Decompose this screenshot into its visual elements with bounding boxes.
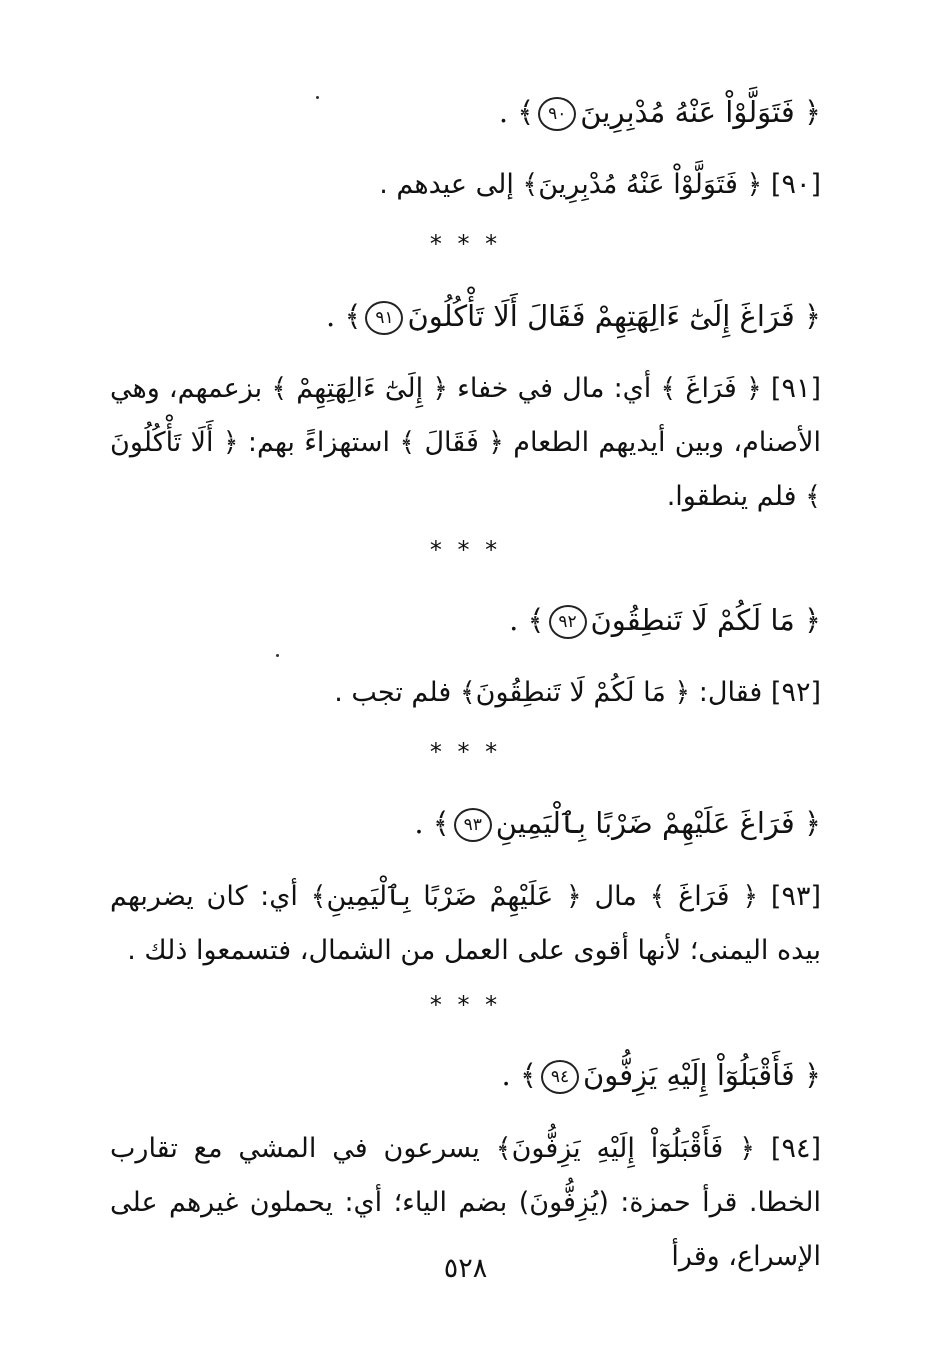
verse-number-marker: ٩١ xyxy=(365,301,403,335)
print-speck xyxy=(276,654,279,657)
page-number: ٥٢٨ xyxy=(443,1253,488,1284)
verse-end: ﴾ . xyxy=(501,1058,537,1092)
verse-number-marker: ٩٢ xyxy=(549,605,587,639)
verse-91 xyxy=(110,296,821,336)
verse-94 xyxy=(110,1055,821,1095)
section-separator: * * * xyxy=(429,230,502,258)
section-separator: * * * xyxy=(429,536,502,564)
verse-text: ﴿ فَتَوَلَّوْاْ عَنْهُ مُدْبِرِينَ xyxy=(580,95,821,129)
verse-end: ﴾ . xyxy=(326,299,362,333)
section-separator: * * * xyxy=(429,738,502,766)
verse-text: ﴿ فَأَقْبَلُوٓاْ إِلَيْهِ يَزِفُّونَ xyxy=(582,1058,821,1092)
verse-end: ﴾ . xyxy=(498,95,535,129)
commentary-91: [٩١] ﴿ فَرَاغَ ﴾ أي: مال في خفاء ﴿ إِلَىٰٓ ءَالِهَتِهِمْ ﴾ بزعمهم، وهي الأصنام، وبين أيديهم الطعام ﴿ فَقَالَ ﴾ استهزاءً بهم: ﴿ أَلَا تَأْكُلُونَ ﴾ فلم ينطقوا. xyxy=(110,373,821,512)
print-speck xyxy=(316,96,319,99)
verse-93 xyxy=(110,803,821,843)
verse-92 xyxy=(110,600,821,640)
verse-number-marker: ٩٣ xyxy=(454,808,492,842)
verse-end: ﴾ . xyxy=(509,603,545,637)
verse-text: ﴿ فَرَاغَ عَلَيْهِمْ ضَرْبًا بِٱلْيَمِينِ xyxy=(495,806,821,840)
commentary-94: [٩٤] ﴿ فَأَقْبَلُوٓاْ إِلَيْهِ يَزِفُّونَ﴾ يسرعون في المشي مع تقارب الخطا. قرأ حمزة: (يُزِفُّونَ) بضم الياء؛ أي: يحملون غيرهم على الإسراع، وقرأ xyxy=(110,1133,821,1272)
commentary-93: [٩٣] ﴿ فَرَاغَ ﴾ مال ﴿ عَلَيْهِمْ ضَرْبًا بِٱلْيَمِينِ﴾ أي: كان يضربهم بيده اليمنى؛ لأنها أقوى على العمل من الشمال، فتسمعوا ذلك . xyxy=(110,881,821,966)
commentary-90: [٩٠] ﴿ فَتَوَلَّوْاْ عَنْهُ مُدْبِرِينَ﴾ إلى عيدهم . xyxy=(379,169,821,200)
commentary-92: [٩٢] فقال: ﴿ مَا لَكُمْ لَا تَنطِقُونَ﴾ فلم تجب . xyxy=(334,677,821,708)
verse-text: ﴿ مَا لَكُمْ لَا تَنطِقُونَ xyxy=(590,603,821,637)
verse-number-marker: ٩٤ xyxy=(541,1060,579,1094)
verse-end: ﴾ . xyxy=(414,806,450,840)
verse-number-marker: ٩٠ xyxy=(538,97,576,131)
verse-90 xyxy=(110,92,821,132)
section-separator: * * * xyxy=(429,991,502,1019)
verse-text: ﴿ فَرَاغَ إِلَىٰٓ ءَالِهَتِهِمْ فَقَالَ أَلَا تَأْكُلُونَ xyxy=(407,299,821,333)
